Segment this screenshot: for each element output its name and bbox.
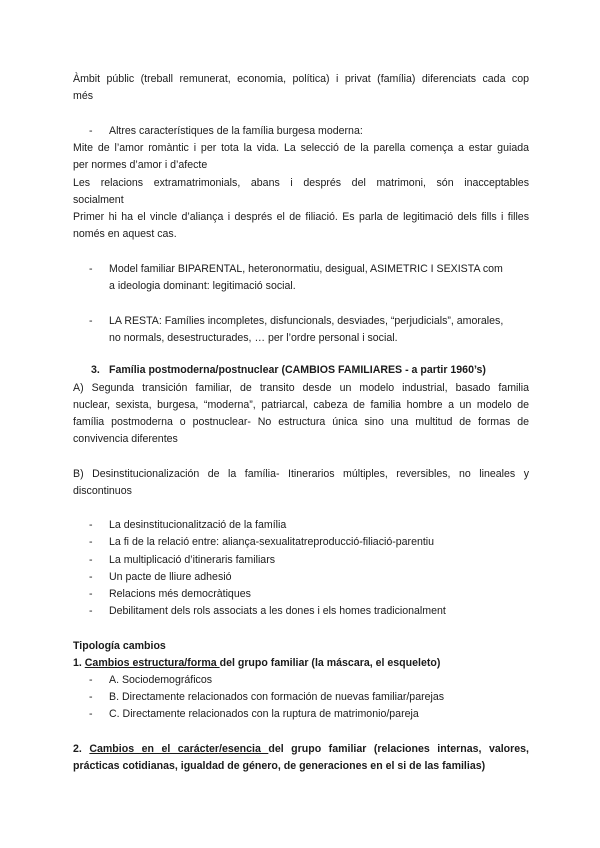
list-item: La desinstitucionalització de la família [109, 519, 287, 531]
heading-rest: del grupo familiar (la máscara, el esqueleto) [219, 657, 441, 669]
list-item: La fi de la relació entre: aliança-sexualitatreproducció-filiació-parentiu [109, 536, 435, 548]
heading-number: 2. [73, 743, 90, 755]
section-heading: Família postmoderna/postnuclear (CAMBIOS FAMILIARES - a partir 1960’s) [109, 364, 486, 376]
bullet-dash: - [89, 605, 93, 617]
text-line: discontinuos [73, 485, 132, 497]
section-number: 3. [91, 364, 100, 376]
text-line: més [73, 90, 94, 102]
list-item: C. Directamente relacionados con la ruptura de matrimonio/pareja [109, 708, 419, 720]
heading-underlined: Cambios en el carácter/esencia [89, 743, 269, 755]
bullet-text: Altres característiques de la família burgesa moderna: [109, 125, 363, 137]
text-line: Àmbit públic (treball remunerat, economia, política) i privat (família) diferenciats cada cop [73, 73, 529, 85]
bullet-text: Model familiar BIPARENTAL, heteronormatiu, desigual, ASIMETRIC I SEXISTA com [109, 263, 503, 275]
list-item: B. Directamente relacionados con formación de nuevas familiar/parejas [109, 691, 445, 703]
text-line: socialment [73, 194, 124, 206]
heading-line: prácticas cotidianas, igualdad de género, de generaciones en el si de las familias) [73, 760, 486, 772]
heading-underlined: Cambios estructura/forma [84, 657, 220, 669]
text-line: Primer hi ha el vincle d’aliança i després el de filiació. Es parla de legitimació dels fills i filles [73, 211, 529, 223]
bullet-dash: - [89, 674, 93, 686]
text-line: B) Desinstitucionalización de la família- Itinerarios múltiples, reversibles, no lineales y [73, 468, 529, 480]
bullet-dash: - [89, 588, 93, 600]
bullet-dash: - [89, 554, 93, 566]
heading-number: 1. [73, 657, 85, 669]
bullet-text: LA RESTA: Famílies incompletes, disfuncionals, desviades, “perjudicials”, amorales, [109, 315, 504, 327]
list-item: A. Sociodemográficos [109, 674, 213, 686]
text-line: per normes d’amor i d’afecte [73, 159, 208, 171]
text-line: convivencia diferentes [73, 433, 178, 445]
text-line: només en aquest cas. [73, 228, 177, 240]
text-line: família postmoderna o postnuclear- No estructura única sino una multitud de formas de [73, 416, 529, 428]
text-line: A) Segunda transición familiar, de transito desde un modelo industrial, basado familia [73, 382, 529, 394]
bullet-text: no normals, desestructurades, … per l’ordre personal i social. [109, 332, 398, 344]
text-line: nuclear, sexista, burgesa, “moderna”, patriarcal, cabeza de familia hombre a un modelo de [73, 399, 529, 411]
list-item: Debilitament dels rols associats a les dones i els homes tradicionalment [109, 605, 446, 617]
bullet-dash: - [89, 125, 93, 137]
bullet-text: a ideologia dominant: legitimació social. [109, 280, 296, 292]
bullet-dash: - [89, 263, 93, 275]
numbered-heading [73, 657, 440, 670]
bullet-dash: - [89, 571, 93, 583]
bullet-dash: - [89, 536, 93, 548]
text-line: Les relacions extramatrimonials, abans i després del matrimoni, són inacceptables [73, 177, 529, 189]
list-item: Relacions més democràtiques [109, 588, 251, 600]
list-item: Un pacte de lliure adhesió [109, 571, 232, 583]
heading-rest: del grupo familiar (relaciones internas, valores, [268, 743, 529, 755]
text-line: Mite de l’amor romàntic i per tota la vida. La selecció de la parella comença a estar guiada [73, 142, 529, 154]
bullet-dash: - [89, 691, 93, 703]
bullet-dash: - [89, 708, 93, 720]
bullet-dash: - [89, 519, 93, 531]
numbered-heading [73, 743, 529, 756]
list-item: La multiplicació d’itineraris familiars [109, 554, 276, 566]
bullet-dash: - [89, 315, 93, 327]
subheading: Tipología cambios [73, 640, 166, 652]
